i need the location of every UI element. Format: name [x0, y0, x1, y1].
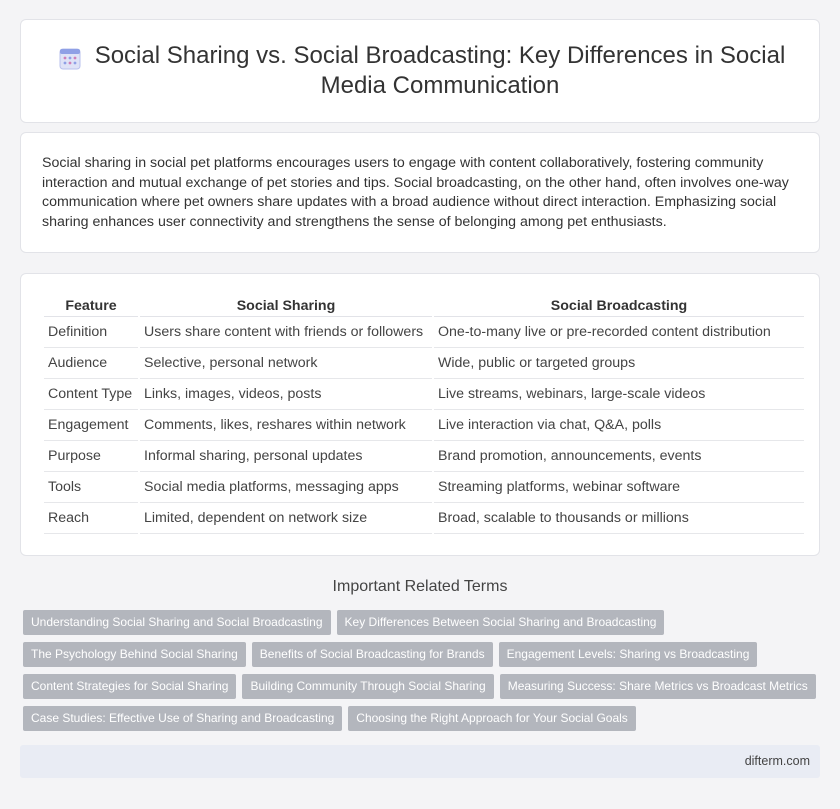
- table-row: [44, 317, 804, 348]
- cell-broadcasting: Brand promotion, announcements, events: [434, 441, 804, 472]
- related-term-link[interactable]: Building Community Through Social Sharing: [242, 674, 493, 699]
- related-terms-heading: Important Related Terms: [332, 578, 508, 595]
- header-social-broadcasting: Social Broadcasting: [434, 295, 804, 317]
- table-row: [44, 441, 804, 472]
- cell-feature: Engagement: [44, 410, 138, 441]
- cell-broadcasting: One-to-many live or pre-recorded content distribution: [434, 317, 804, 348]
- cell-broadcasting: Live interaction via chat, Q&A, polls: [434, 410, 804, 441]
- cell-broadcasting: Wide, public or targeted groups: [434, 348, 804, 379]
- table-row: [44, 503, 804, 534]
- related-term-link[interactable]: Engagement Levels: Sharing vs Broadcasting: [499, 642, 758, 667]
- related-term-link[interactable]: Content Strategies for Social Sharing: [23, 674, 236, 699]
- footer-site-link[interactable]: difterm.com: [744, 754, 810, 768]
- title-card: [20, 19, 820, 123]
- cell-feature: Tools: [44, 472, 138, 503]
- related-term-link[interactable]: Understanding Social Sharing and Social Broadcasting: [23, 610, 331, 635]
- table-row: [44, 379, 804, 410]
- header-feature: Feature: [44, 295, 138, 317]
- page-title: Social Sharing vs. Social Broadcasting: Key Differences in Social Media Communication: [94, 42, 786, 99]
- cell-sharing: Limited, dependent on network size: [140, 503, 432, 534]
- header-social-sharing: Social Sharing: [140, 295, 432, 317]
- cell-sharing: Informal sharing, personal updates: [140, 441, 432, 472]
- cell-feature: Purpose: [44, 441, 138, 472]
- cell-sharing: Social media platforms, messaging apps: [140, 472, 432, 503]
- cell-sharing: Users share content with friends or followers: [140, 317, 432, 348]
- table-row: [44, 472, 804, 503]
- footer: [20, 745, 820, 778]
- cell-sharing: Selective, personal network: [140, 348, 432, 379]
- cell-broadcasting: Broad, scalable to thousands or millions: [434, 503, 804, 534]
- related-term-link[interactable]: Key Differences Between Social Sharing and Broadcasting: [337, 610, 665, 635]
- comparison-table-card: [20, 273, 820, 556]
- cell-broadcasting: Live streams, webinars, large-scale videos: [434, 379, 804, 410]
- table-row: [44, 348, 804, 379]
- cell-broadcasting: Streaming platforms, webinar software: [434, 472, 804, 503]
- cell-feature: Content Type: [44, 379, 138, 410]
- cell-sharing: Links, images, videos, posts: [140, 379, 432, 410]
- related-term-link[interactable]: The Psychology Behind Social Sharing: [23, 642, 246, 667]
- related-term-link[interactable]: Benefits of Social Broadcasting for Brands: [252, 642, 493, 667]
- intro-card: [20, 132, 820, 253]
- table-header-row: [44, 295, 804, 317]
- tag-row: [20, 674, 820, 699]
- cell-feature: Reach: [44, 503, 138, 534]
- related-terms-list: [20, 610, 820, 738]
- related-term-link[interactable]: Choosing the Right Approach for Your Social Goals: [348, 706, 636, 731]
- cell-feature: Audience: [44, 348, 138, 379]
- cell-feature: Definition: [44, 317, 138, 348]
- intro-paragraph: Social sharing in social pet platforms encourages users to engage with content collaboratively, fostering community interaction and mutual exchange of pet stories and tips. Social broadcasting, on the other hand, often involves one-way communication where pet owners share updates with a broad audience without direct interaction. Emphasizing social sharing enhances user connectivity and strengthens the sense of belonging among pet enthusiasts.: [42, 155, 789, 230]
- tag-row: [20, 642, 820, 667]
- tag-row: [20, 610, 820, 635]
- cell-sharing: Comments, likes, reshares within network: [140, 410, 432, 441]
- table-row: [44, 410, 804, 441]
- related-term-link[interactable]: Case Studies: Effective Use of Sharing and Broadcasting: [23, 706, 342, 731]
- related-term-link[interactable]: Measuring Success: Share Metrics vs Broadcast Metrics: [500, 674, 816, 699]
- comparison-table: [42, 295, 806, 534]
- tag-row: [20, 706, 820, 731]
